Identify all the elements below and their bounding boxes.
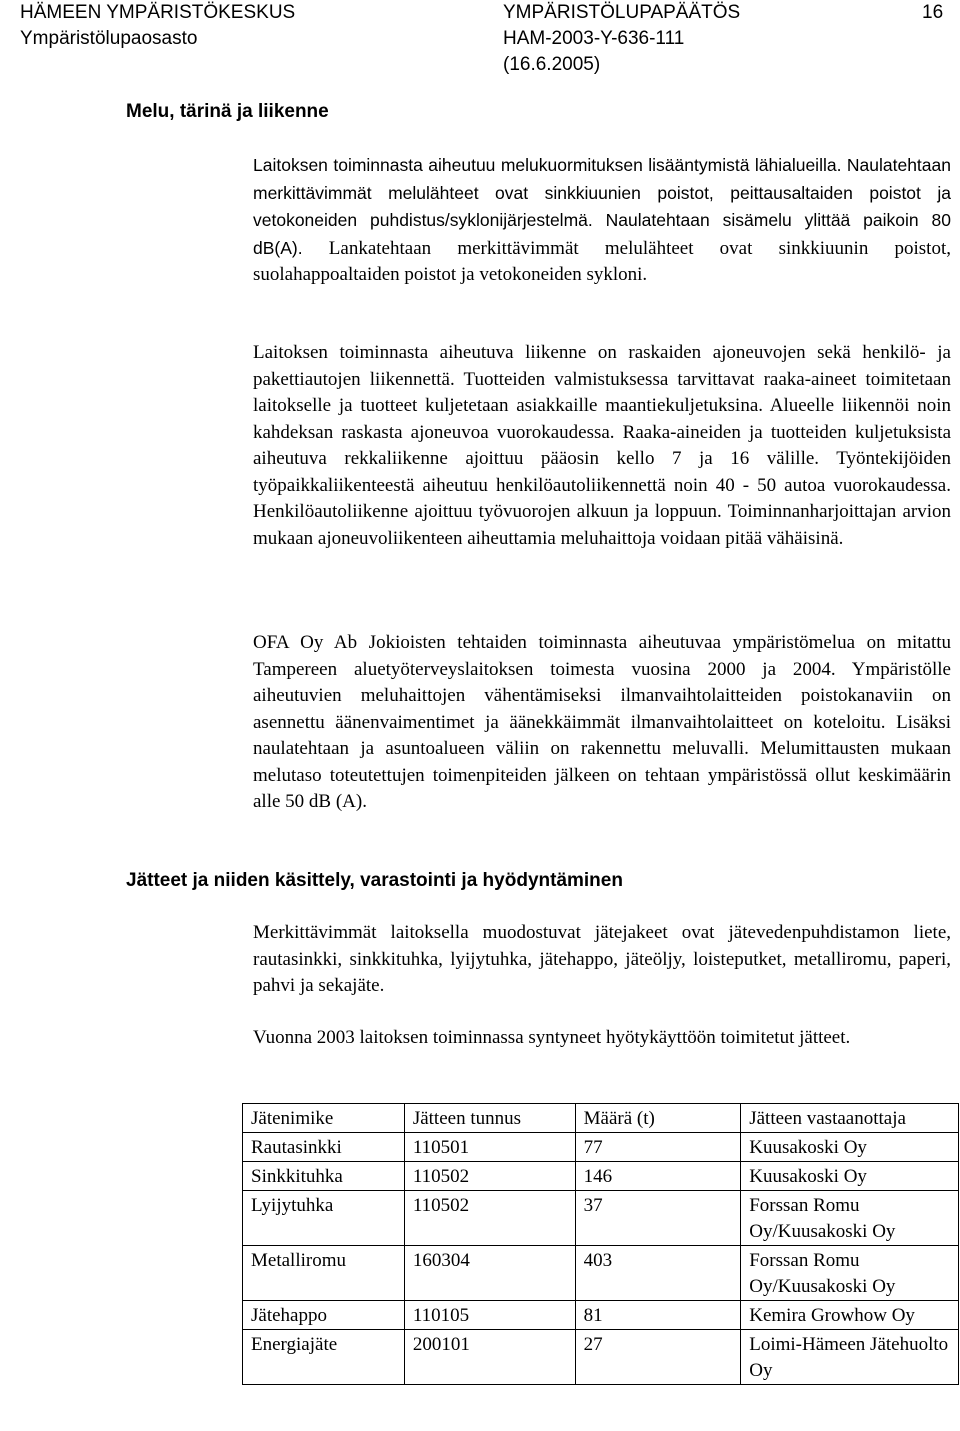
table-row [243, 1301, 959, 1330]
table-header-cell: Jätteen tunnus [404, 1104, 575, 1133]
header-organization [20, 0, 295, 52]
table-header-cell: Jätenimike [243, 1104, 405, 1133]
waste-paragraph-2: Vuonna 2003 laitoksen toiminnassa syntyneet hyötykäyttöön toimitetut jätteet. [253, 1027, 851, 1048]
table-cell: 110502 [404, 1162, 575, 1191]
table-header-cell: Jätteen vastaanottaja [741, 1104, 959, 1133]
table-cell: 110105 [404, 1301, 575, 1330]
page-number: 16 [922, 2, 944, 23]
table-header-row [243, 1104, 959, 1133]
table-row [243, 1162, 959, 1191]
waste-table [242, 1103, 959, 1385]
table-cell: Kuusakoski Oy [741, 1133, 959, 1162]
table-cell: Lyijytuhka [243, 1191, 405, 1246]
table-row [243, 1246, 959, 1301]
noise-paragraph-1-part-a: Laitoksen toiminnasta aiheutuu melukuormituksen lisääntymistä lähialueilla. Naulatehtaan merkittävimmät melulähteet ovat sinkkiuunien poistot, peittausaltaiden poistot ja vetokoneiden puhdistus/syklonijärjestelmä. Naulatehtaan sisämelu ylittää paikoin 80 dB(A). [253, 155, 951, 258]
header-org-name: HÄMEEN YMPÄRISTÖKESKUS [20, 2, 296, 23]
table-cell: 110502 [404, 1191, 575, 1246]
table-cell: Kuusakoski Oy [741, 1162, 959, 1191]
noise-paragraph-1 [253, 152, 951, 289]
header-document-info [503, 0, 740, 78]
table-header-cell: Määrä (t) [575, 1104, 741, 1133]
table-cell: Energiajäte [243, 1330, 405, 1385]
header-department: Ympäristölupaosasto [20, 28, 198, 49]
table-cell: 200101 [404, 1330, 575, 1385]
table-cell: Metalliromu [243, 1246, 405, 1301]
table-cell: 77 [575, 1133, 741, 1162]
table-cell: 160304 [404, 1246, 575, 1301]
header-doc-date: (16.6.2005) [503, 54, 601, 75]
noise-paragraph-3: OFA Oy Ab Jokioisten tehtaiden toiminnasta aiheutuvaa ympäristömelua on mitattu Tampereen aluetyöterveyslaitoksen toimesta vuosina 2000 ja 2004. Ympäristölle aiheutuvien meluhaittojen vähentämiseksi ilmanvaihtolaitteiden poistokanaviin on asennettu äänenvaimentimet ja äänekkäimmät ilmanvaihtolaitteet on koteloitu. Lisäksi naulatehtaan ja asuntoalueen väliin on rakennettu meluvalli. Melumittausten mukaan melutaso toteutettujen toimenpiteiden jälkeen on tehtaan ympäristössä ollut keskimäärin alle 50 dB (A). [253, 632, 951, 812]
table-cell: Rautasinkki [243, 1133, 405, 1162]
table-cell: 146 [575, 1162, 741, 1191]
table-cell: 110501 [404, 1133, 575, 1162]
noise-paragraph-1-part-b: Lankatehtaan merkittävimmät melulähteet ovat sinkkiuunin poistot, suolahappoaltaiden poistot ja vetokoneiden sykloni. [253, 237, 951, 285]
table-row [243, 1330, 959, 1385]
table-cell: Kemira Growhow Oy [741, 1301, 959, 1330]
table-cell: Forssan Romu Oy/Kuusakoski Oy [741, 1246, 959, 1301]
table-row [243, 1191, 959, 1246]
table-row [243, 1133, 959, 1162]
section-heading-waste: Jätteet ja niiden käsittely, varastointi ja hyödyntäminen [126, 870, 623, 891]
table-cell: Forssan Romu Oy/Kuusakoski Oy [741, 1191, 959, 1246]
header-doc-id: HAM-2003-Y-636-111 [503, 28, 685, 49]
table-cell: 403 [575, 1246, 741, 1301]
table-cell: 37 [575, 1191, 741, 1246]
waste-paragraph-1: Merkittävimmät laitoksella muodostuvat jätejakeet ovat jätevedenpuhdistamon liete, rautasinkki, sinkkituhka, lyijytuhka, jätehappo, jäteöljy, loisteputket, metalliromu, paperi, pahvi ja sekajäte. [253, 922, 951, 996]
table-cell: 81 [575, 1301, 741, 1330]
table-cell: Loimi-Hämeen Jätehuolto Oy [741, 1330, 959, 1385]
table-cell: 27 [575, 1330, 741, 1385]
table-cell: Sinkkituhka [243, 1162, 405, 1191]
section-heading-noise: Melu, tärinä ja liikenne [126, 101, 329, 122]
header-doc-type: YMPÄRISTÖLUPAPÄÄTÖS [503, 2, 741, 23]
noise-paragraph-2: Laitoksen toiminnasta aiheutuva liikenne on raskaiden ajoneuvojen sekä henkilö- ja pakettiautojen liikennettä. Tuotteiden valmistuksessa tarvittavat raaka-aineet toimitetaan laitokselle ja tuotteet kuljetetaan asiakkaille maantiekuljetuksina. Alueelle liikennöi noin kahdeksan raskasta ajoneuvoa vuorokaudessa. Raaka-aineiden ja tuotteiden kuljetuksista aiheutuva rekkaliikenne ajoittuu pääosin kello 7 ja 16 välille. Työntekijöiden työpaikkaliikenteestä aiheutuu henkilöautoliikennettä noin 40 - 50 autoa vuorokaudessa. Henkilöautoliikenne ajoittuu työvuorojen alkuun ja loppuun. Toiminnanharjoittajan arvion mukaan ajoneuvoliikenteen aiheuttamia meluhaittoja voidaan pitää vähäisinä. [253, 342, 951, 549]
table-cell: Jätehappo [243, 1301, 405, 1330]
